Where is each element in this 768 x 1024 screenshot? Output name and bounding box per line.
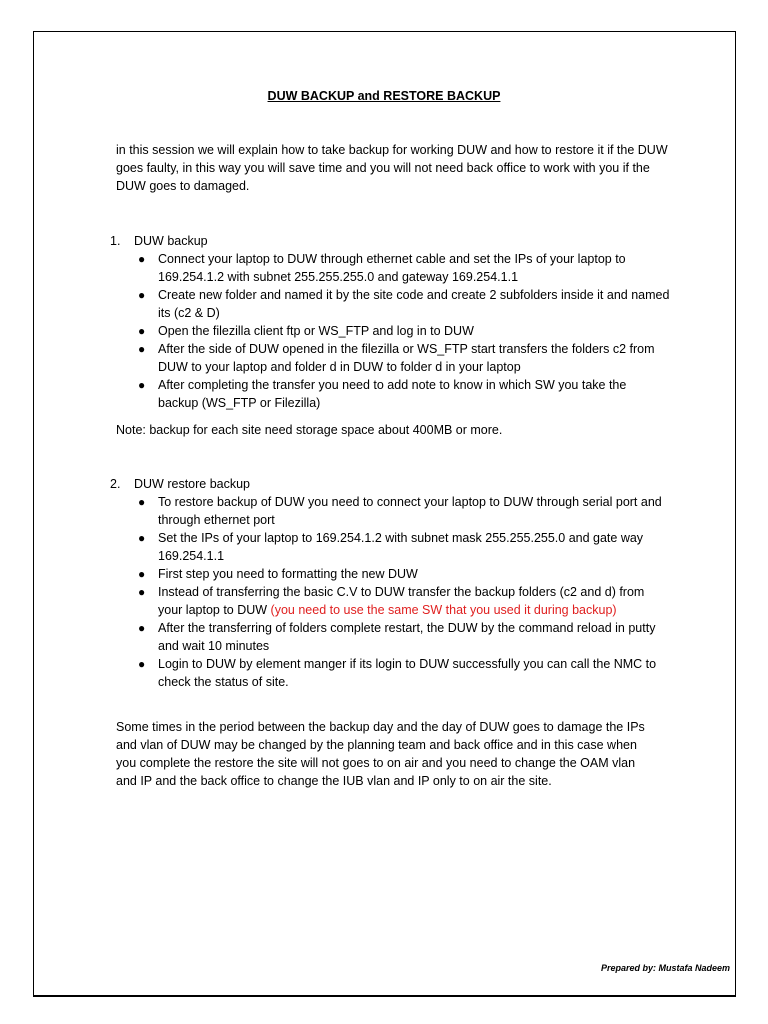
- bullet-icon: ●: [138, 495, 146, 509]
- section-number: 2.: [110, 477, 121, 491]
- storage-note: Note: backup for each site need storage space about 400MB or more.: [116, 423, 503, 437]
- list-item: [110, 655, 670, 691]
- section-heading: [110, 232, 670, 250]
- list-item-text: Create new folder and named it by the site code and create 2 subfolders inside it and named its (c2 & D): [158, 288, 670, 320]
- list-item: [110, 619, 670, 655]
- list-item: [110, 376, 670, 412]
- list-item-text: First step you need to formatting the new DUW: [158, 567, 418, 581]
- bullet-icon: ●: [138, 567, 146, 581]
- bullet-icon: ●: [138, 324, 146, 338]
- list-item: [110, 340, 670, 376]
- list-item-text: Set the IPs of your laptop to 169.254.1.2 with subnet mask 255.255.255.0 and gate way 169.254.1.1: [158, 531, 644, 563]
- section-number: 1.: [110, 234, 121, 248]
- list-item-text: Connect your laptop to DUW through ethernet cable and set the IPs of your laptop to 169.254.1.2 with subnet 255.255.255.0 and gateway 169.254.1.1: [158, 252, 626, 284]
- list-item: [110, 583, 670, 619]
- bullet-icon: ●: [138, 342, 146, 356]
- section-backup: [110, 232, 670, 412]
- list-item-text: Instead of transferring the basic C.V to DUW transfer the backup folders (c2 and d) from your laptop to DUW: [158, 585, 645, 617]
- section-title: DUW restore backup: [134, 477, 251, 491]
- list-item: [110, 565, 670, 583]
- prepared-by-footer: Prepared by: Mustafa Nadeem: [600, 963, 730, 973]
- bullet-icon: ●: [138, 621, 146, 635]
- bullet-icon: ●: [138, 288, 146, 302]
- document-title: DUW BACKUP and RESTORE BACKUP: [267, 89, 501, 103]
- bullet-icon: ●: [138, 252, 146, 266]
- list-item-text: After completing the transfer you need to add note to know in which SW you take the backup (WS_FTP or Filezilla): [158, 378, 627, 410]
- section-restore: [110, 475, 670, 691]
- list-item: [110, 493, 670, 529]
- section-title: DUW backup: [134, 234, 208, 248]
- bullet-icon: ●: [138, 585, 146, 599]
- list-item: [110, 286, 670, 322]
- bullet-list: [110, 250, 670, 412]
- highlighted-warning: (you need to use the same SW that you used it during backup): [270, 603, 617, 617]
- list-item-text: After the transferring of folders complete restart, the DUW by the command reload in putty and wait 10 minutes: [158, 621, 656, 653]
- list-item: [110, 529, 670, 565]
- bullet-icon: ●: [138, 378, 146, 392]
- list-item: [110, 322, 670, 340]
- closing-paragraph: Some times in the period between the backup day and the day of DUW goes to damage the IPs and vlan of DUW may be changed by the planning team and back office and in this case when you complete the restore the site will not goes to on air and you need to change the OAM vlan and IP and the back office to change the IUB vlan and IP only to on air the site.: [116, 720, 645, 788]
- list-item: [110, 250, 670, 286]
- list-item-text: Login to DUW by element manger if its login to DUW successfully you can call the NMC to check the status of site.: [158, 657, 657, 689]
- bullet-icon: ●: [138, 657, 146, 671]
- list-item-text: To restore backup of DUW you need to connect your laptop to DUW through serial port and through ethernet port: [158, 495, 662, 527]
- list-item-text: After the side of DUW opened in the filezilla or WS_FTP start transfers the folders c2 from DUW to your laptop and folder d in DUW to folder d in your laptop: [158, 342, 655, 374]
- intro-paragraph: in this session we will explain how to take backup for working DUW and how to restore it if the DUW goes faulty, in this way you will save time and you will not need back office to work with you if the DUW goes to damaged.: [116, 143, 668, 193]
- list-item-text: Open the filezilla client ftp or WS_FTP and log in to DUW: [158, 324, 474, 338]
- bullet-icon: ●: [138, 531, 146, 545]
- bullet-list: [110, 493, 670, 691]
- section-heading: [110, 475, 670, 493]
